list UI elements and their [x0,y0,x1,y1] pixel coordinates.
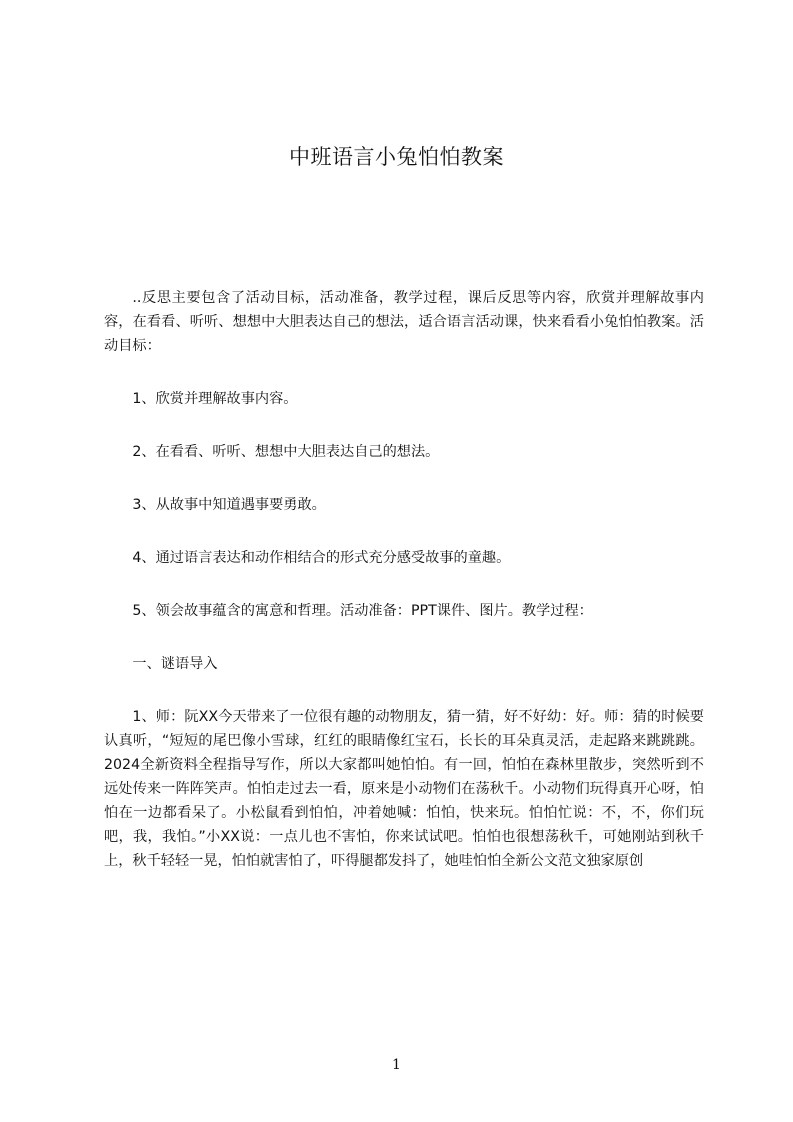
goal-item: 3、从故事中知道遇事要勇敢。 [132,497,326,513]
story-paragraph: 1、师：阮XX今天带来了一位很有趣的动物朋友，猜一猜，好不好幼：好。师：猜的时候要认真听，“短短的尾巴像小雪球，红红的眼睛像红宝石，长长的耳朵真灵活，走起路来跳跳跳。2024全新资料全程指导写作，所以大家都叫她怕怕。有一回，怕怕在森林里散步，突然听到不远处传来一阵阵笑声。怕怕走过去一看，原来是小动物们在荡秋千。小动物们玩得真开心呀，怕怕在一边都看呆了。小松鼠看到怕怕，冲着她喊：怕怕，快来玩。怕怕忙说：不，不，你们玩吧，我，我怕。”小XX说：一点儿也不害怕，你来试试吧。怕怕也很想荡秋千，可她刚站到秋千上，秋千轻轻一晃，怕怕就害怕了，吓得腿都发抖了，她哇怕怕全新公文范文独家原创 [104,709,704,869]
goal-item: 4、通过语言表达和动作相结合的形式充分感受故事的童趣。 [132,550,511,566]
section-heading: 一、谜语导入 [132,656,218,672]
document-title: 中班语言小兔怕怕教案 [289,145,504,169]
document-body [104,286,704,873]
goal-item: 2、在看看、听听、想想中大胆表达自己的想法。 [132,444,440,460]
intro-paragraph: ..反思主要包含了活动目标，活动准备，教学过程，课后反思等内容，欣赏并理解故事内容，在看看、听听、想想中大胆表达自己的想法，适合语言活动课，快来看看小兔怕怕教案。活动目标： [104,290,704,354]
goal-item: 1、欣赏并理解故事内容。 [132,391,298,407]
goal-item: 5、领会故事蕴含的寓意和哲理。活动准备：PPT课件、图片。教学过程： [132,603,593,619]
page-number: 1 [392,1057,401,1073]
